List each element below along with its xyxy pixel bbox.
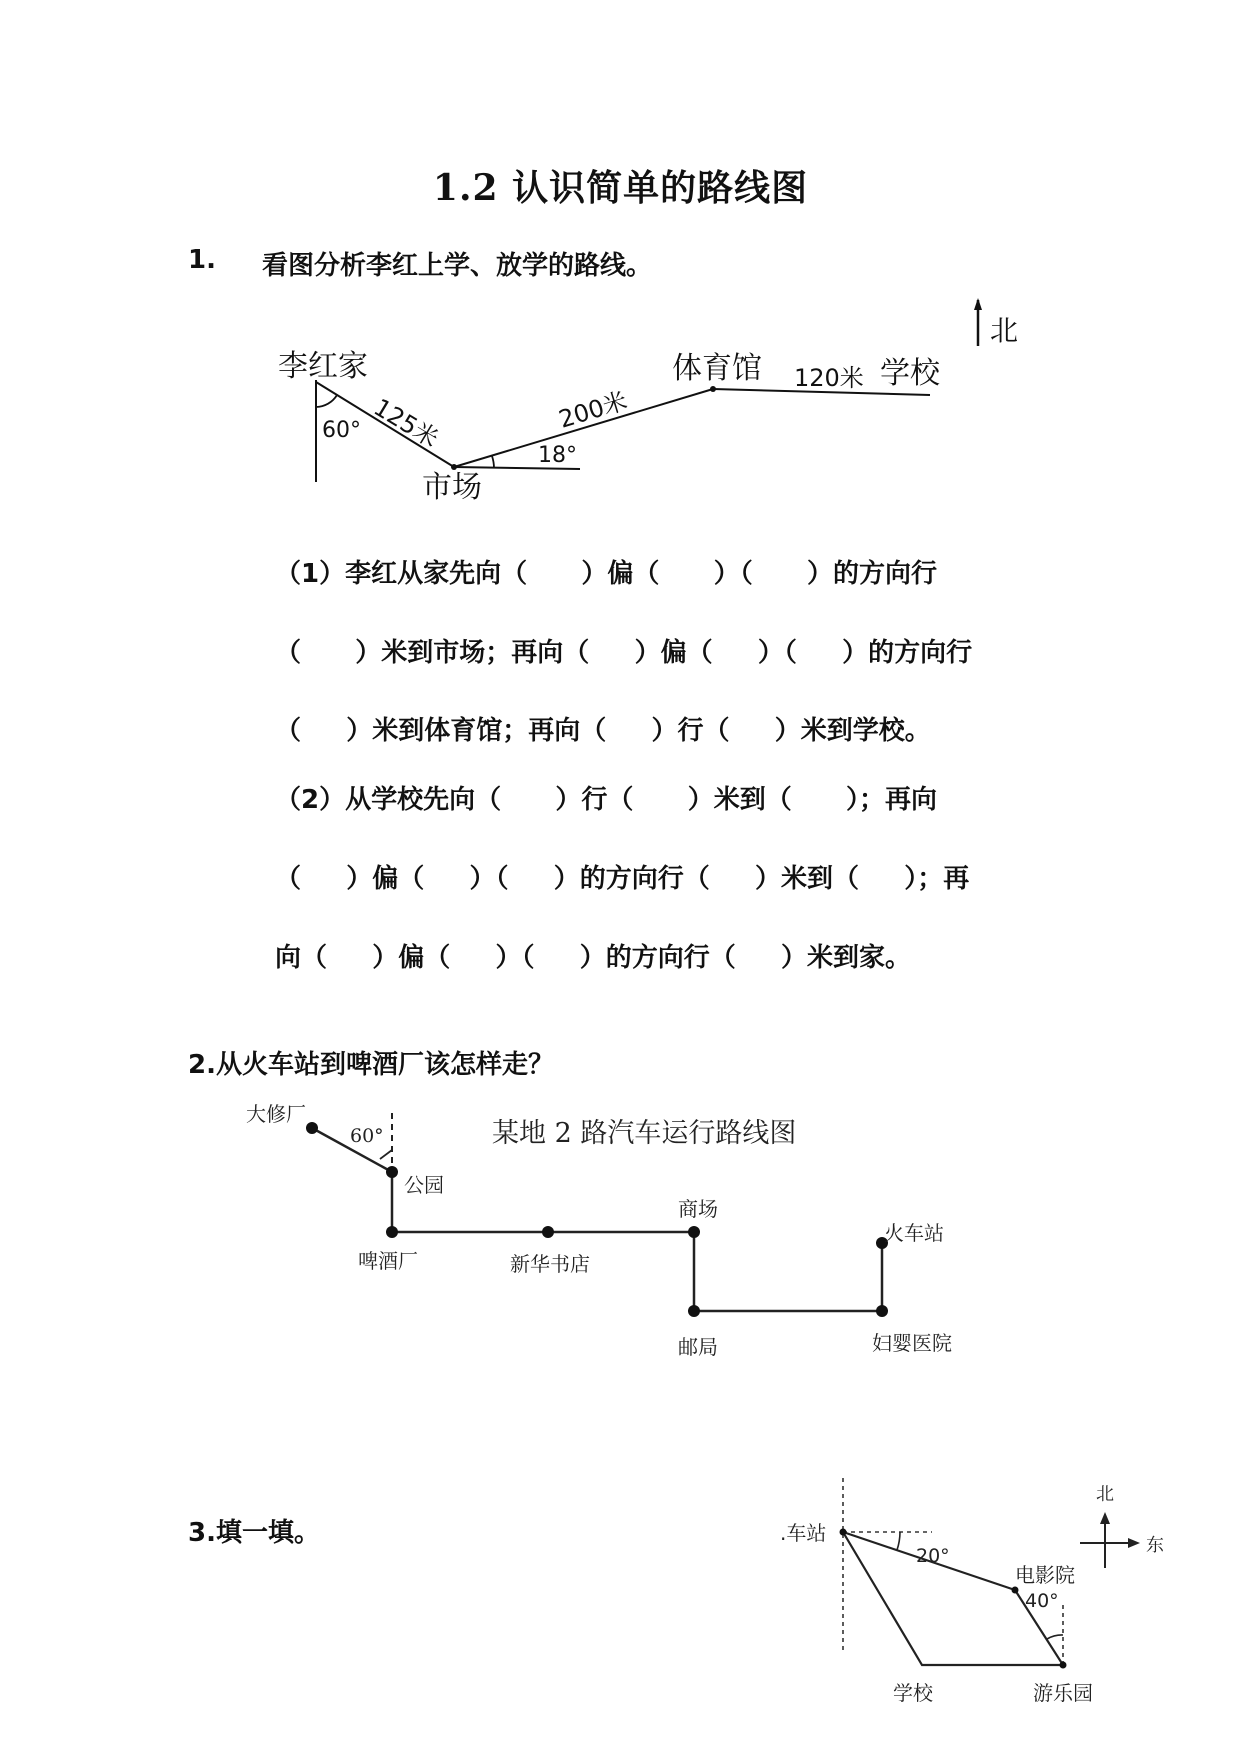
angle-cinema-label: 40°: [1025, 1590, 1059, 1612]
q1-number: 1.: [188, 245, 216, 275]
compass-north-label: 北: [1096, 1484, 1114, 1505]
gym-label: 体育馆: [672, 351, 762, 386]
label-fuying: 妇婴医院: [872, 1331, 952, 1355]
school-label: 学校: [880, 356, 940, 391]
label-youju: 邮局: [678, 1335, 718, 1359]
label-daxiuchang: 大修厂: [246, 1102, 306, 1126]
q3-prompt: 3.填一填。: [188, 1518, 320, 1548]
dist-market-gym: 200米: [555, 386, 631, 434]
bus-route-title: 某地 2 路汽车运行路线图: [492, 1118, 797, 1149]
dist-gym-school: 120米: [794, 364, 864, 392]
compass-north-arrow: [1100, 1512, 1110, 1524]
home-label: 李红家: [278, 349, 368, 384]
q1-prompt: 看图分析李红上学、放学的路线。: [262, 251, 653, 281]
school-label: 学校: [893, 1681, 933, 1705]
q1-line-5: （ ）偏（ ）（ ）的方向行（ ）米到（ ）；再: [275, 864, 970, 894]
cinema-dot: [1012, 1587, 1019, 1594]
angle-arc-station: [897, 1532, 900, 1550]
q1-line-3: （ ）米到体育馆；再向（ ）行（ ）米到学校。: [275, 716, 931, 746]
q1-line-4: （2）从学校先向（ ）行（ ）米到（ ）；再向: [275, 785, 938, 815]
label-gongyuan: 公园: [404, 1173, 444, 1197]
q1-line-6: 向（ ）偏（ ）（ ）的方向行（ ）米到家。: [275, 943, 912, 973]
angle-station-label: 20°: [916, 1545, 950, 1567]
label-pijiuchang: 啤酒厂: [358, 1249, 418, 1273]
compass-east-arrow: [1128, 1538, 1140, 1548]
angle-arc-park: [1047, 1635, 1063, 1639]
cinema-label: 电影院: [1015, 1563, 1075, 1587]
station-dot: [840, 1529, 847, 1536]
q1-line-2: （ ）米到市场；再向（ ）偏（ ）（ ）的方向行: [275, 638, 973, 668]
park-dot: [1060, 1662, 1067, 1669]
q2-prompt: 2.从火车站到啤酒厂该怎样走？: [188, 1050, 554, 1080]
q1-north-label: 北: [990, 314, 1019, 347]
label-huochezhan: 火车站: [884, 1221, 944, 1245]
label-shangchang: 商场: [678, 1197, 718, 1221]
park-label: 游乐园: [1033, 1681, 1093, 1705]
page-title: 1.2 认识简单的路线图: [432, 167, 809, 209]
station-label: .车站: [780, 1521, 827, 1545]
market-label: 市场: [422, 470, 482, 505]
label-xinhua: 新华书店: [510, 1252, 590, 1276]
label-angle-60: 60°: [350, 1125, 384, 1147]
angle-home-label: 60°: [322, 418, 361, 443]
q1-line-1: （1）李红从家先向（ ）偏（ ）（ ）的方向行: [275, 559, 938, 589]
angle-market-label: 18°: [538, 443, 577, 468]
dist-home-market: 125米: [368, 393, 444, 454]
compass-east-label: 东: [1146, 1535, 1164, 1556]
